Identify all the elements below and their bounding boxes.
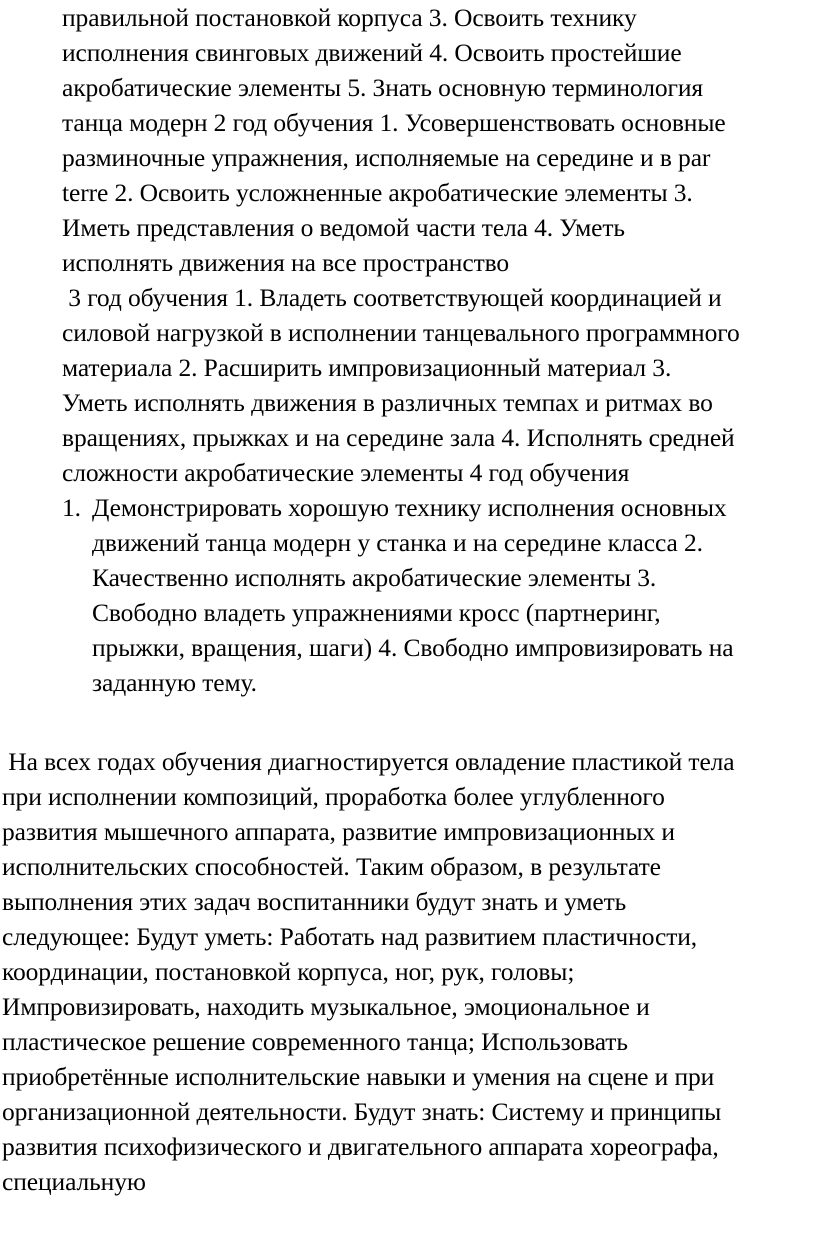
intro-line: разминочные упражнения, исполняемые на середине и в par bbox=[62, 143, 711, 172]
list-item-line: Свободно владеть упражнениями кросс (партнеринг, bbox=[92, 598, 661, 627]
list-item-line: движений танца модерн у станка и на середине класса 2. bbox=[92, 528, 703, 557]
intro-line: правильной постановкой корпуса 3. Освоить технику bbox=[62, 3, 637, 32]
paragraph-line: выполнения этих задач воспитанники будут знать и уметь bbox=[2, 887, 627, 916]
paragraph-line: организационной деятельности. Будут знать: Систему и принципы bbox=[2, 1097, 722, 1126]
paragraph-line: специальную bbox=[2, 1167, 146, 1196]
paragraph-line: исполнительских способностей. Таким образом, в результате bbox=[2, 852, 661, 881]
paragraph-line: развития психофизического и двигательного аппарата хореографа, bbox=[2, 1132, 719, 1161]
intro-line: танца модерн 2 год обучения 1. Усовершенствовать основные bbox=[62, 108, 726, 137]
list-item-line: Качественно исполнять акробатические элементы 3. bbox=[92, 563, 657, 592]
paragraph-line: развития мышечного аппарата, развитие импровизационных и bbox=[2, 817, 675, 846]
intro-line: сложности акробатические элементы 4 год обучения bbox=[62, 458, 630, 487]
list-item-line: Демонстрировать хорошую технику исполнения основных bbox=[92, 493, 727, 522]
intro-line: вращениях, прыжках и на середине зала 4. Исполнять средней bbox=[62, 423, 735, 452]
intro-line: Уметь исполнять движения в различных темпах и ритмах во bbox=[62, 388, 713, 417]
intro-line: материала 2. Расширить импровизационный материал 3. bbox=[62, 353, 672, 382]
paragraph-line: при исполнении композиций, проработка более углубленного bbox=[2, 782, 665, 811]
list-marker: 1. bbox=[62, 493, 81, 522]
paragraph-line: приобретённые исполнительские навыки и умения на сцене и при bbox=[2, 1062, 715, 1091]
intro-line: исполнять движения на все пространство bbox=[62, 248, 510, 277]
list-item-line: прыжки, вращения, шаги) 4. Свободно импровизировать на bbox=[92, 633, 734, 662]
intro-line: силовой нагрузкой в исполнении танцевального программного bbox=[62, 318, 740, 347]
intro-line: terre 2. Освоить усложненные акробатические элементы 3. bbox=[62, 178, 693, 207]
intro-line: Иметь представления о ведомой части тела 4. Уметь bbox=[62, 213, 625, 242]
list-item-line: заданную тему. bbox=[92, 668, 257, 697]
paragraph-line: следующее: Будут уметь: Работать над развитием пластичности, bbox=[2, 922, 698, 951]
intro-line: 3 год обучения 1. Владеть соответствующей координацией и bbox=[62, 283, 722, 312]
paragraph-line: Импровизировать, находить музыкальное, эмоциональное и bbox=[2, 992, 650, 1021]
paragraph-line: На всех годах обучения диагностируется овладение пластикой тела bbox=[2, 747, 735, 776]
intro-line: исполнения свинговых движений 4. Освоить простейшие bbox=[62, 38, 682, 67]
paragraph-line: координации, постановкой корпуса, ног, рук, головы; bbox=[2, 957, 575, 986]
intro-line: акробатические элементы 5. Знать основную терминология bbox=[62, 73, 704, 102]
paragraph-line: пластическое решение современного танца; Использовать bbox=[2, 1027, 628, 1056]
